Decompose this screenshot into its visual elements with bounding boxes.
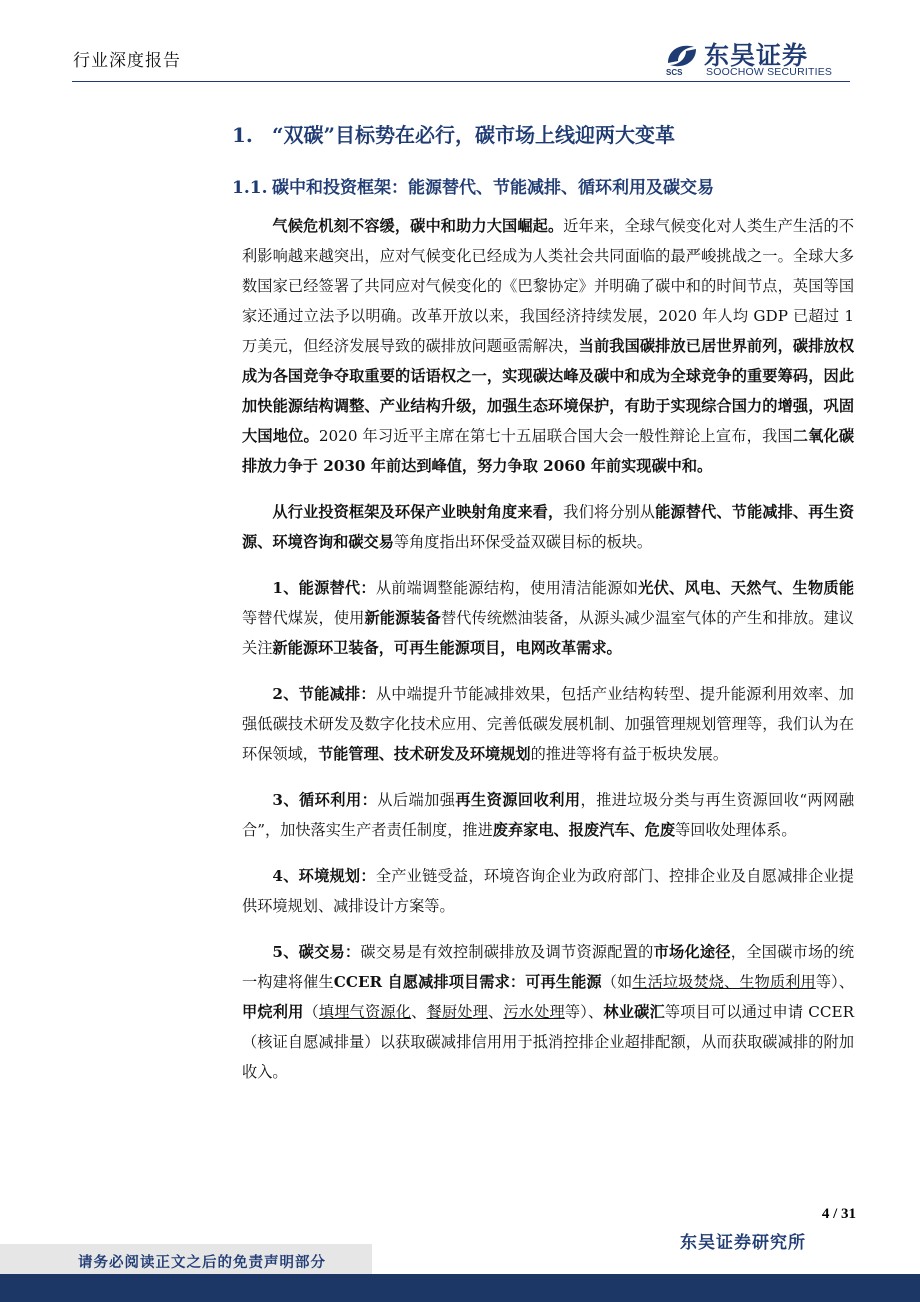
institute-name: 东吴证券研究所 [680,1233,806,1253]
bold-text: 新能源环卫装备，可再生能源项目，电网改革需求。 [272,639,622,657]
body-text: （ [303,1003,319,1021]
bold-text: 2、节能减排： [272,685,376,703]
body-text: 等替代煤炭，使用 [242,609,365,627]
bold-text: 再生资源回收利用 [455,791,581,809]
underlined-text: 餐厨处理 [426,1003,488,1021]
body-text: 、 [488,1003,504,1021]
bold-text: 二氧化碳排放力争于 2030 年前达到峰值，努力争取 2060 年前实现碳中和。 [242,427,855,475]
subsection-number: 1.1. [232,178,268,198]
section-heading-1-1 [232,173,714,198]
body-text: 从后端加强 [377,791,456,809]
body-text: 碳交易是有效控制碳排放及调节资源配置的 [360,943,654,961]
bold-text: 当前我国碳排放已居世界前列，碳排放权成为各国竞争夺取重要的话语权之一，实现碳达峰及碳中和成为全球竞争的重要筹码，因此加快能源结构调整、产业结构升级，加强生态环境保护，有助于实现综合国力的增强，巩固大国地位。 [242,337,855,445]
bold-text: 市场化途径 [653,943,731,961]
body-text: ，全国碳市场的统一构建将催生 [242,943,855,991]
section-number: 1. [232,123,253,147]
body-text: 从前端调整能源结构，使用清洁能源如 [375,579,639,597]
bold-text: 3、循环利用： [272,791,378,809]
section-title: “双碳”目标势在必行，碳市场上线迎两大变革 [272,123,676,147]
paragraph-recycling [242,785,854,845]
section-heading-1 [232,119,675,148]
bold-text: 节能管理、技术研发及环境规划 [317,745,531,763]
bold-text: 4、环境规划： [272,867,376,885]
logo-name-en: SOOCHOW SECURITIES [706,66,833,78]
bold-text: 1、能源替代： [272,579,376,597]
body-text: 等项目可以通过申请 CCER（核证自愿减排量）以获取碳减排信用用于抵消控排企业超排配额，从而获取碳减排的附加收入。 [242,1003,855,1081]
body-text: 的推进等将有益于板块发展。 [530,745,728,763]
body-content [242,211,854,1103]
disclaimer-text: 请务必阅读正文之后的免责声明部分 [78,1255,326,1271]
body-text: 替代传统燃油装备，从源头减少温室气体的产生和排放。建议关注 [242,609,855,657]
underlined-text: 污水处理 [503,1003,565,1021]
body-text: 等）、 [564,1003,604,1021]
body-text: 从中端提升节能减排效果，包括产业结构转型、提升能源利用效率、加强低碳技术研发及数字化技术应用、完善低碳发展机制、加强管理规划管理等，我们认为在环保领域， [242,685,854,763]
body-text: ，推进垃圾分类与再生资源回收“两网融合”，加快落实生产者责任制度，推进 [242,791,855,839]
company-logo [664,36,854,81]
header-divider [72,81,850,82]
bold-text: 废弃家电、报废汽车、危废 [492,821,676,839]
bold-text: 林业碳汇 [603,1003,665,1021]
paragraph-energy-saving [242,679,854,769]
bold-text: 甲烷利用 [242,1003,304,1021]
underlined-text: 生活垃圾焚烧、生物质利用 [632,973,816,991]
body-text: （如 [601,973,633,991]
bold-text: 5、碳交易： [272,943,361,961]
footer-bar [0,1274,920,1302]
paragraph-energy-substitution [242,573,854,663]
paragraph-carbon-trading [242,937,854,1087]
page-number: 4 / 31 [821,1206,856,1222]
bold-text: 气候危机刻不容缓，碳中和助力大国崛起。 [272,217,564,235]
paragraph-climate [242,211,854,481]
body-text: 近年来，全球气候变化对人类生产生活的不利影响越来越突出，应对气候变化已经成为人类社会共同面临的最严峻挑战之一。全球大多数国家已经签署了共同应对气候变化的《巴黎协定》并明确了碳中和的时间节点，英国等国家还通过立法予以明确。改革开放以来，我国经济持续发展，2020 年人均 GDP 已超过 1 万美元，但经济发展导致的碳排放问题亟需解决， [242,217,855,355]
subsection-title: 碳中和投资框架：能源替代、节能减排、循环利用及碳交易 [272,178,714,198]
body-text: 等）、 [815,973,855,991]
bold-text: 新能源装备 [364,609,441,627]
paragraph-environment-planning [242,861,854,921]
body-text: 2020 年习近平主席在第七十五届联合国大会一般性辩论上宣布，我国 [318,427,793,445]
bold-text: 能源替代、节能减排、再生资源、环境咨询和碳交易 [242,503,855,551]
report-type-label: 行业深度报告 [73,51,181,71]
underlined-text: 填埋气资源化 [318,1003,412,1021]
body-text: 等回收处理体系。 [675,821,797,839]
paragraph-framework [242,497,854,557]
body-text: 、 [411,1003,427,1021]
bold-text: CCER 自愿减排项目需求：可再生能源 [333,973,602,991]
logo-abbr: SCS [666,68,683,77]
body-text: 全产业链受益，环境咨询企业为政府部门、控排企业及自愿减排企业提供环境规划、减排设计方案等。 [242,867,854,915]
body-text: 我们将分别从 [563,503,656,521]
bold-text: 光伏、风电、天然气、生物质能 [638,579,855,597]
body-text: 等角度指出环保受益双碳目标的板块。 [393,533,653,551]
logo-name-cn: 东吴证券 [704,41,809,70]
bold-text: 从行业投资框架及环保产业映射角度来看， [272,503,564,521]
